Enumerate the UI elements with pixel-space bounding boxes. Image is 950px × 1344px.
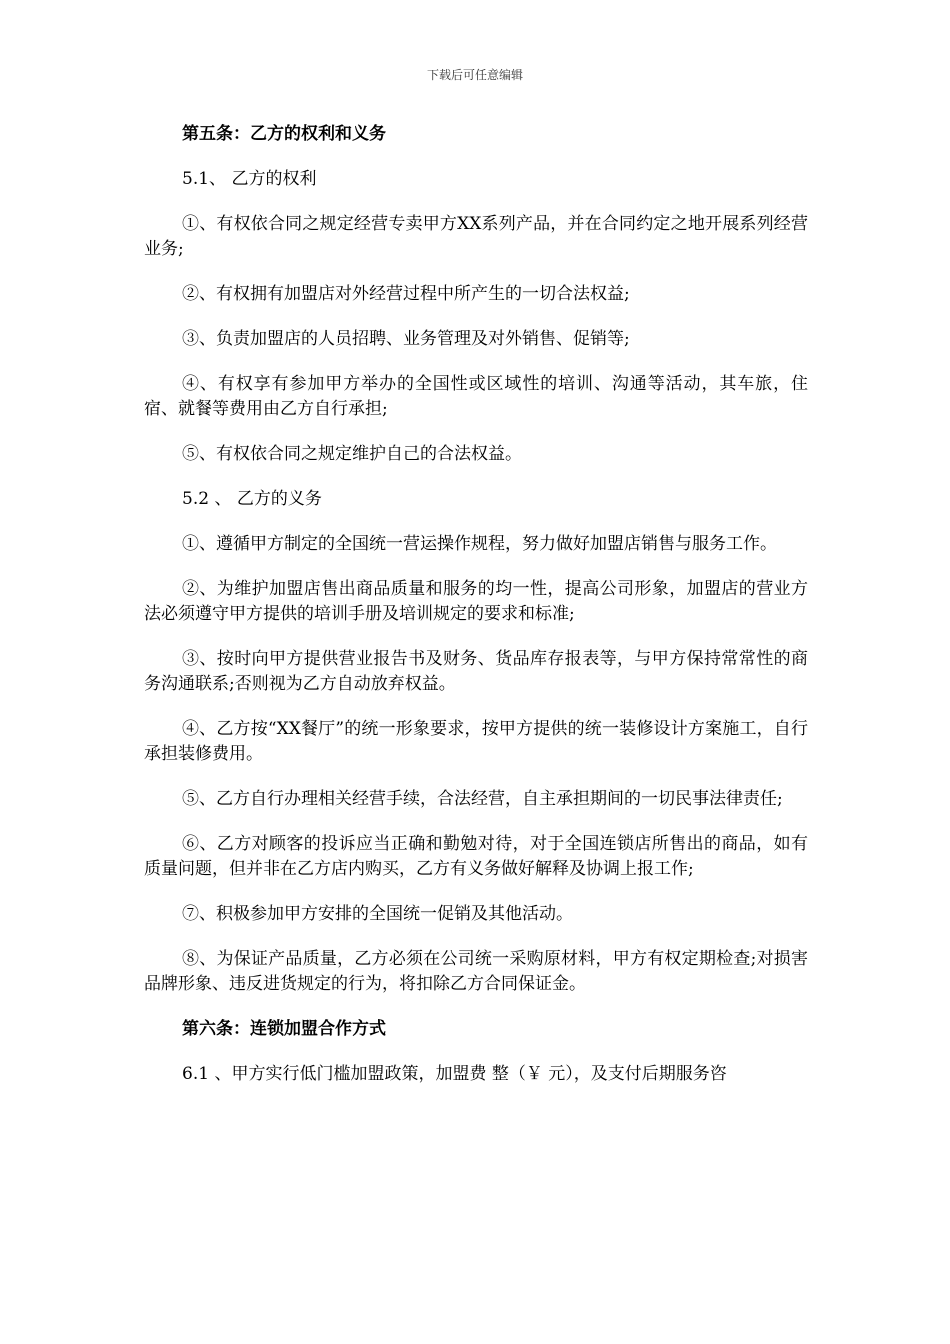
page-header: 下载后可任意编辑	[426, 68, 523, 82]
duties-item-8: ⑧、为保证产品质量，乙方必须在公司统一采购原材料，甲方有权定期检查;对损害品牌形象、违反进货规定的行为，将扣除乙方合同保证金。	[144, 949, 808, 994]
section-6-title: 第六条：连锁加盟合作方式	[182, 1019, 386, 1039]
subsection-5-1-title: 5.1、 乙方的权利	[182, 169, 317, 189]
duties-item-2: ②、为维护加盟店售出商品质量和服务的均一性，提高公司形象，加盟店的营业方法必须遵守甲方提供的培训手册及培训规定的要求和标准;	[144, 579, 808, 624]
rights-item-5: ⑤、有权依合同之规定维护自己的合法权益。	[182, 444, 522, 464]
document-body	[144, 122, 808, 1107]
duties-item-5: ⑤、乙方自行办理相关经营手续，合法经营，自主承担期间的一切民事法律责任;	[182, 789, 783, 809]
duties-item-4: ④、乙方按“XX餐厅”的统一形象要求，按甲方提供的统一装修设计方案施工，自行承担装修费用。	[144, 719, 808, 764]
section-5-title: 第五条：乙方的权利和义务	[182, 124, 386, 144]
duties-item-7: ⑦、积极参加甲方安排的全国统一促销及其他活动。	[182, 904, 573, 924]
rights-item-4: ④、有权享有参加甲方举办的全国性或区域性的培训、沟通等活动，其车旅，住宿、就餐等费用由乙方自行承担;	[144, 374, 808, 419]
rights-item-2: ②、有权拥有加盟店对外经营过程中所产生的一切合法权益;	[182, 284, 630, 304]
duties-item-6: ⑥、乙方对顾客的投诉应当正确和勤勉对待，对于全国连锁店所售出的商品，如有质量问题，但并非在乙方店内购买，乙方有义务做好解释及协调上报工作;	[144, 834, 808, 879]
rights-item-3: ③、负责加盟店的人员招聘、业务管理及对外销售、促销等;	[182, 329, 630, 349]
subsection-5-2-title: 5.2 、 乙方的义务	[182, 489, 322, 509]
duties-item-1: ①、遵循甲方制定的全国统一营运操作规程，努力做好加盟店销售与服务工作。	[182, 534, 777, 554]
subsection-6-1-text: 6.1 、甲方实行低门槛加盟政策，加盟费 整（￥ 元），及支付后期服务咨	[182, 1064, 727, 1084]
rights-item-1: ①、有权依合同之规定经营专卖甲方XX系列产品，并在合同约定之地开展系列经营业务;	[144, 214, 808, 259]
duties-item-3: ③、按时向甲方提供营业报告书及财务、货品库存报表等，与甲方保持常常性的商务沟通联系;否则视为乙方自动放弃权益。	[144, 649, 808, 694]
